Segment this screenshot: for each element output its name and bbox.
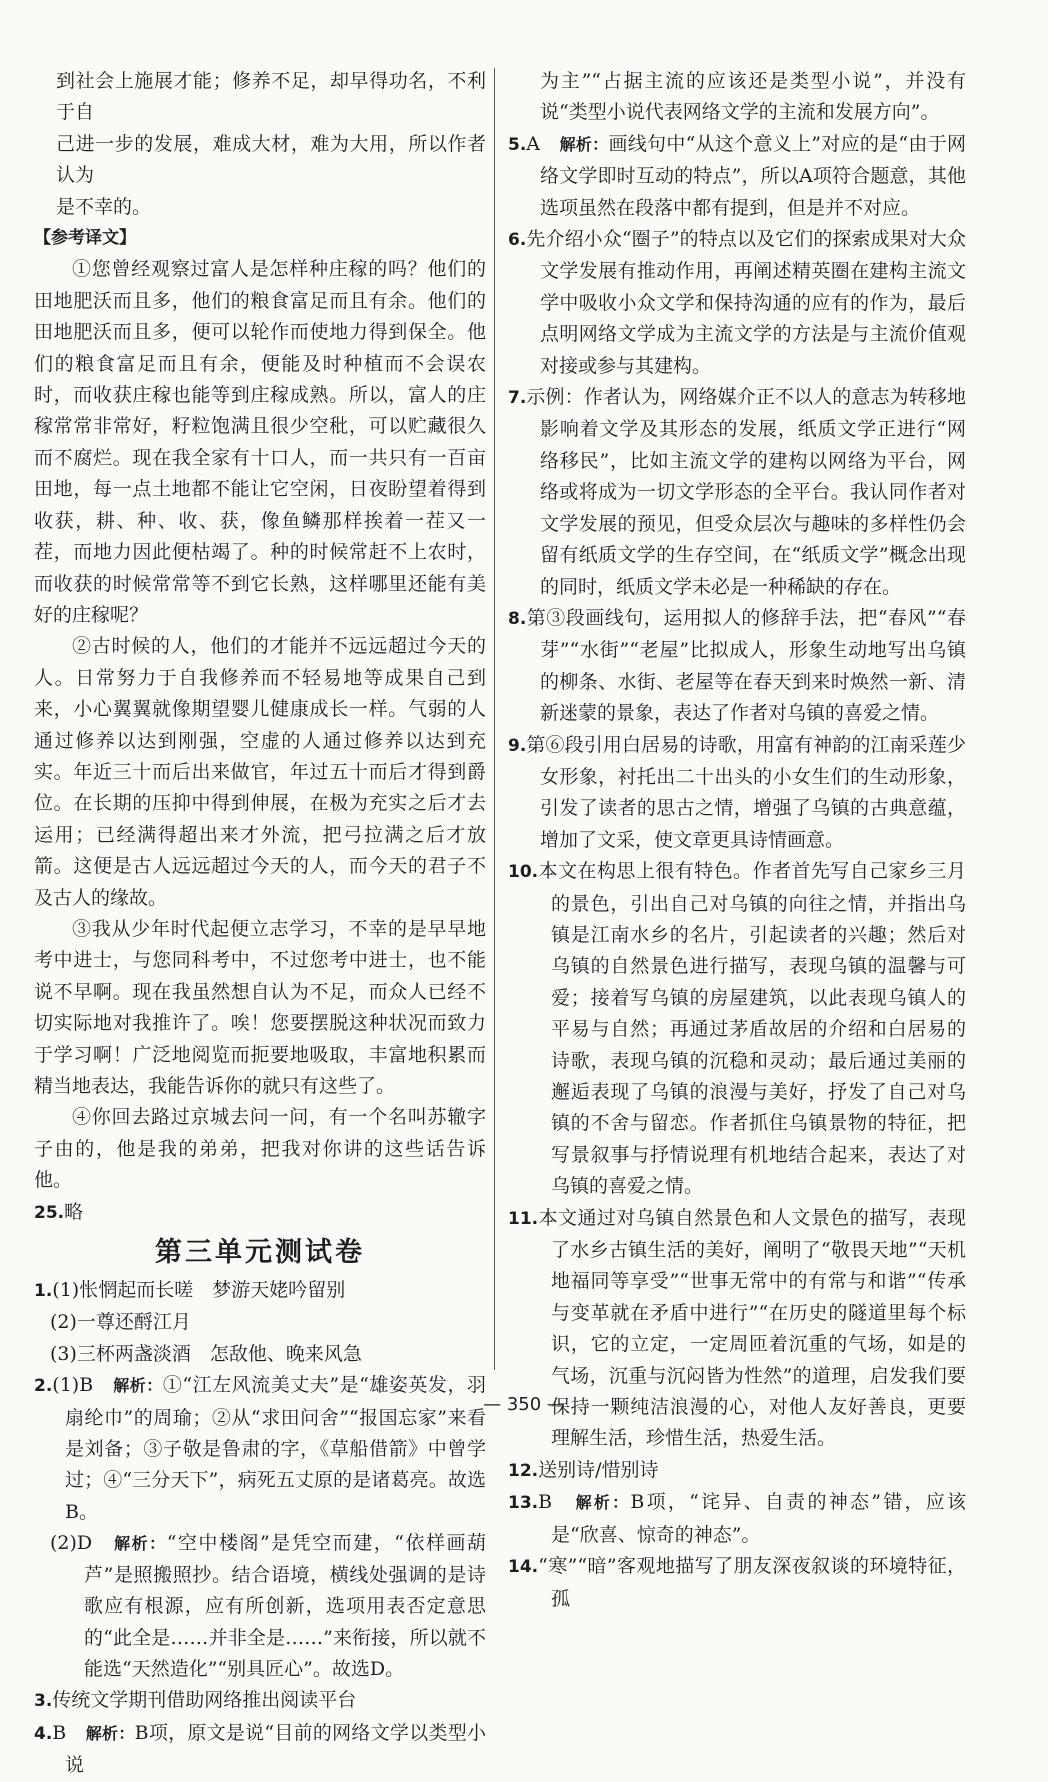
analysis-text: “空中楼阁”是凭空而建，“依样画葫芦”是照搬照抄。结合语境，横线处强调的是诗歌应有根源，应有所创新，选项用表否定意思的“此全是……并非全是……”来衔接，所以就不能选“天然造化”“别具匠心”。故选D。 xyxy=(84,1532,486,1680)
question-10 xyxy=(508,856,966,1202)
question-14 xyxy=(508,1551,966,1615)
left-column xyxy=(34,66,486,1782)
question-number: 10. xyxy=(508,862,539,883)
analysis-tag: 解析： xyxy=(114,1534,167,1554)
answer-text: 本文通过对乌镇自然景色和人文景色的描写，表现了水乡古镇生活的美好，阐明了“敬畏天地”“天机地福同等享受”“世事无常中的有常与和谐”“传承与变革就在矛盾中进行”“在历史的隧道里每个标识，它的立定，一定周匝着沉重的气场，如是的气场，沉重与沉闷皆为性然”的道理，启发我们要保持一颗纯洁浪漫的心，对他人友好善良，更要理解生活，珍惜生活，热爱生活。 xyxy=(538,1206,966,1450)
answer-text: 先介绍小众“圈子”的特点以及它们的探索成果对大众文学发展有推动作用，再阐述精英圈在建构主流文学中吸收小众文学和保持沟通的应有的作为，最后点明网络文学成为主流文学的方法是与主流价值观对接或参与其建构。 xyxy=(526,228,966,377)
question-9 xyxy=(508,730,966,857)
right-column xyxy=(508,66,966,1615)
continued-text: 为主”“占据主流的应该还是类型小说”，并没有说“类型小说代表网络文学的主流和发展方向”。 xyxy=(540,70,966,124)
question-number: 3. xyxy=(34,1691,53,1712)
question-13 xyxy=(508,1487,966,1551)
answer-text: 第③段画线句，运用拟人的修辞手法，把“春风”“春芽”“水街”“老屋”比拟成人，形象生动地写出乌镇的柳条、水街、老屋等在春天到来时焕然一新、清新迷蒙的景象，表达了作者对乌镇的喜爱之情。 xyxy=(526,606,966,725)
answer-text: 第⑥段引用白居易的诗歌，用富有神韵的江南采莲少女形象，衬托出二十出头的小女生们的生动形象，引发了读者的思古之情，增强了乌镇的古典意蕴，增加了文采，使文章更具诗情画意。 xyxy=(526,733,966,851)
answer-text: “寒”“暗”客观地描写了朋友深夜叙谈的环境特征，孤 xyxy=(538,1555,966,1610)
answer-text: 传统文学期刊借助网络推出阅读平台 xyxy=(52,1689,357,1712)
question-3 xyxy=(34,1685,486,1717)
answer-line: (2)一尊还酹江月 xyxy=(50,1311,191,1334)
answer-choice: (2)D xyxy=(50,1532,93,1555)
translation-paragraph: ④你回去路过京城去问一问，有一个名叫苏辙字子由的，他是我的弟弟，把我对你讲的这些话告诉他。 xyxy=(34,1106,486,1192)
analysis-text: B项，“诧异、自责的神态”错，应该是“欣喜、惊奇的神态”。 xyxy=(551,1491,966,1546)
analysis-text: 画线句中“从这个意义上”对应的是“由于网络文学即时互动的特点”，所以A项符合题意，其他选项虽然在段落中都有提到，但是并不对应。 xyxy=(540,132,966,219)
question-4 xyxy=(34,1718,486,1782)
column-divider xyxy=(494,68,495,1370)
analysis-text: B项，原文是说“目前的网络文学以类型小说 xyxy=(65,1721,486,1777)
page-number: — 350 — xyxy=(483,1394,565,1415)
translation-paragraph: ②古时候的人，他们的才能并不远远超过今天的人。日常努力于自我修养而不轻易地等成果自己到来，小心翼翼就像期望婴儿健康成长一样。气弱的人通过修养以达到刚强，空虚的人通过修养以达到充实。年近三十而后出来做官，年过五十而后才得到爵位。在长期的压抑中得到伸展，在极为充实之后才去运用；已经满得超出来才外流，把弓拉满之后才放箭。这便是古人远远超过今天的人，而今天的君子不及古人的缘故。 xyxy=(34,635,486,909)
question-number: 1. xyxy=(34,1281,53,1302)
answer-line: (1)怅惘起而长嗟 梦游天姥吟留别 xyxy=(52,1279,346,1302)
question-number: 11. xyxy=(508,1208,539,1229)
question-number: 13. xyxy=(508,1493,539,1514)
unit-title: 第三单元测试卷 xyxy=(155,1237,365,1269)
question-7 xyxy=(508,382,966,603)
analysis-tag: 解析： xyxy=(85,1723,135,1743)
continued-text-line: 是不幸的。 xyxy=(56,195,152,218)
question-number: 2. xyxy=(34,1376,53,1397)
answer-choice: B xyxy=(52,1721,67,1744)
answer-text: 本文在构思上很有特色。作者首先写自己家乡三月的景色，引出自己对乌镇的向往之情，并指出乌镇是江南水乡的名片，引起读者的兴趣；然后对乌镇的自然景色进行描写，表现乌镇的温馨与可爱；接着写乌镇的房屋建筑，以此表现乌镇人的平易与自然；再通过茅盾故居的介绍和白居易的诗歌，表现乌镇的沉稳和灵动；最后通过美丽的邂逅表现了乌镇的浪漫与美好，抒发了自己对乌镇的不舍与留恋。作者抓住乌镇景物的特征，把写景叙事与抒情说理有机地结合起来，表达了对乌镇的喜爱之情。 xyxy=(538,860,966,1198)
translation-paragraph: ①您曾经观察过富人是怎样种庄稼的吗？他们的田地肥沃而且多，他们的粮食富足而且有余。他们的田地肥沃而且多，便可以轮作而使地力得到保全。他们的粮食富足而且有余，便能及时种植而不会误农时，而收获庄稼也能等到庄稼成熟。所以，富人的庄稼常常非常好，籽粒饱满且很少空秕，可以贮藏很久而不腐烂。现在我全家有十口人，而一共只有一百亩田地，每一点土地都不能让它空闲，日夜盼望着得到收获，耕、种、收、获，像鱼鳞那样挨着一茬又一茬，而地力因此便枯竭了。种的时候常赶不上农时，而收获的时候常常等不到它长熟，这样哪里还能有美好的庄稼呢？ xyxy=(34,258,486,626)
question-12 xyxy=(508,1455,966,1487)
translation-paragraph: ③我从少年时代起便立志学习，不幸的是早早地考中进士，与您同科考中，不过您考中进士，也不能说不早啊。现在我虽然想自认为不足，而众人已经不切实际地对我推许了。唉！您要摆脱这种状况而致力于学习啊！广泛地阅览而扼要地吸取，丰富地积累而精当地表达，我能告诉你的就只有这些了。 xyxy=(34,917,486,1097)
continued-text-line: 到社会上施展才能；修养不足，却早得功名，不利于自 xyxy=(56,70,486,124)
answer-text: 送别诗/惜别诗 xyxy=(538,1458,659,1481)
question-number: 8. xyxy=(508,608,527,629)
analysis-text: ①“江左风流美丈夫”是“雄姿英发，羽扇纶巾”的周瑜；②从“求田问舍”“报国忘家”来看是刘备；③子敬是鲁肃的字，《草船借箭》中曾学过；④“三分天下”，病死五丈原的是诸葛亮。故选B。 xyxy=(65,1374,486,1523)
question-25 xyxy=(34,1197,486,1229)
question-number: 12. xyxy=(508,1460,539,1481)
answer-text: 略 xyxy=(64,1200,84,1223)
question-number: 5. xyxy=(508,134,527,155)
question-number: 7. xyxy=(508,388,527,409)
question-2-part-2 xyxy=(34,1528,486,1685)
answer-line: (3)三杯两盏淡酒 怎敌他、晚来风急 xyxy=(50,1342,362,1365)
question-6 xyxy=(508,224,966,382)
analysis-tag: 解析： xyxy=(113,1376,163,1396)
question-8 xyxy=(508,603,966,730)
question-number: 6. xyxy=(508,230,527,251)
answer-text: 示例：作者认为，网络媒介正不以人的意志为转移地影响着文学及其形态的发展，纸质文学正进行“网络移民”，比如主流文学的建构以网络为平台，网络或将成为一切文学形态的全平台。我认同作者对文学发展的预见，但受众层次与趣味的多样性仍会留有纸质文学的生存空间，在“纸质文学”概念出现的同时，纸质文学未必是一种稀缺的存在。 xyxy=(526,386,966,598)
analysis-tag: 解析： xyxy=(575,1493,631,1513)
answer-choice: A xyxy=(526,132,541,155)
question-5 xyxy=(508,129,966,224)
continued-text-line: 己进一步的发展，难成大材，难为大用，所以作者认为 xyxy=(56,132,486,187)
question-number: 14. xyxy=(508,1557,539,1578)
question-number: 25. xyxy=(34,1202,65,1223)
answer-choice: B xyxy=(538,1491,553,1514)
translation-header: 【参考译文】 xyxy=(34,228,136,249)
question-number: 4. xyxy=(34,1723,53,1744)
question-1 xyxy=(34,1275,486,1307)
question-number: 9. xyxy=(508,735,527,756)
answer-choice: (1)B xyxy=(52,1374,94,1397)
analysis-tag: 解析： xyxy=(559,134,609,154)
